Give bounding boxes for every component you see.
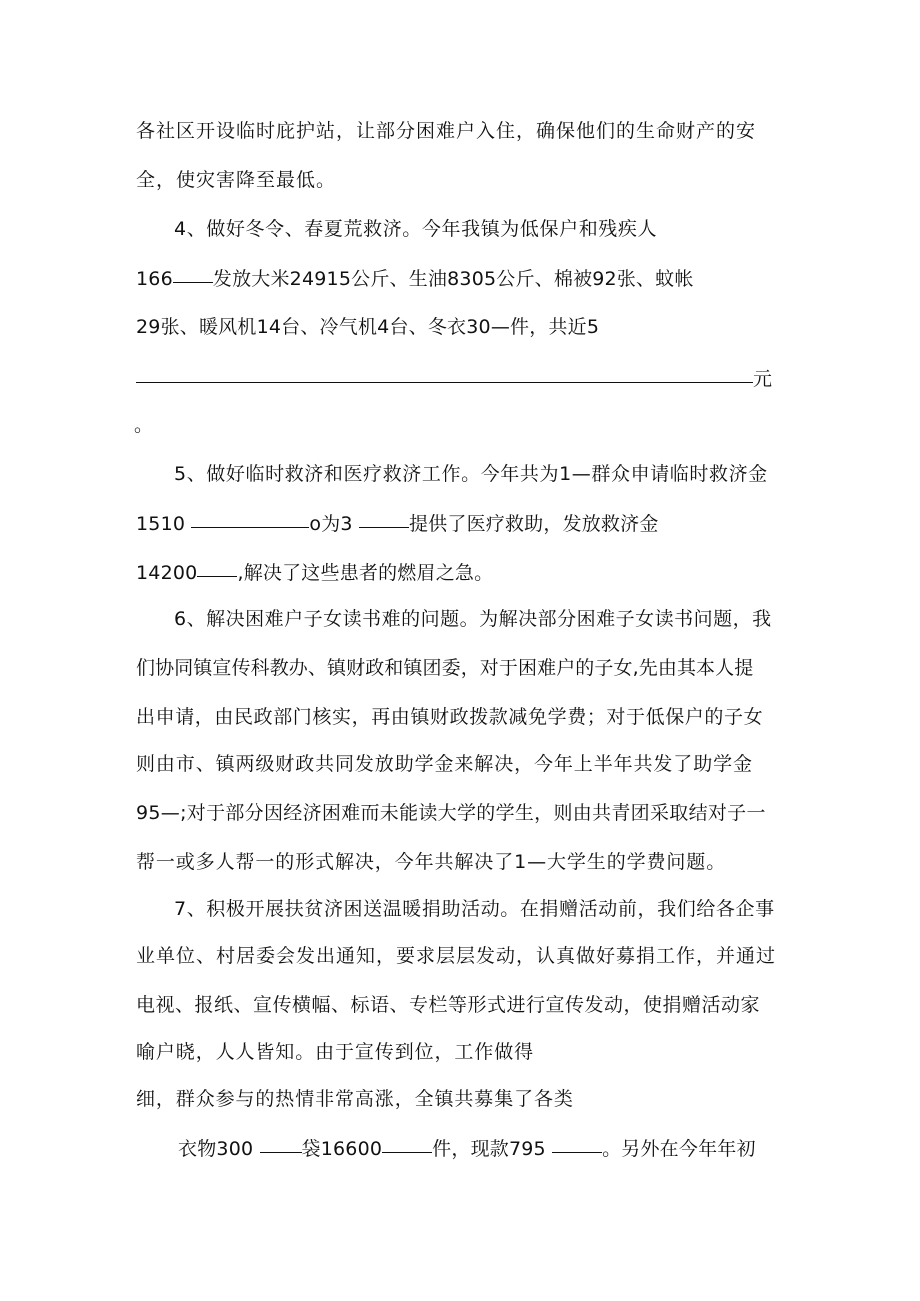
text-segment: 元 [753, 368, 773, 390]
text-segment: o为3 [309, 513, 359, 535]
text-line [136, 1083, 574, 1115]
text-segment: 件，现款795 [432, 1138, 553, 1160]
text-segment: 6、解决困难户子女读书难的问题。为解决部分困难子女读书问题，我 [174, 608, 772, 630]
text-segment: 电视、报纸、宣传横幅、标语、专栏等形式进行宣传发动，使捐赠活动家 [136, 994, 761, 1016]
text-line [136, 362, 773, 394]
text-segment: 14200 [136, 562, 198, 584]
text-line [136, 262, 694, 294]
text-line [136, 556, 493, 588]
text-line [174, 603, 772, 635]
text-segment: 全，使灾害降至最低。 [136, 169, 337, 191]
text-segment: 1510 [136, 513, 192, 535]
text-segment: 166 [136, 268, 173, 290]
text-line [136, 1036, 534, 1068]
text-line [174, 458, 768, 490]
text-line [136, 652, 753, 684]
blank-underline [552, 1132, 602, 1153]
text-segment: 29张、暖风机14台、冷气机4台、冬衣30—件，共近5 [136, 316, 600, 338]
text-segment: 。另外在今年年初 [602, 1138, 756, 1160]
blank-underline [260, 1132, 302, 1153]
text-segment: 业单位、村居委会发出通知，要求层层发动，认真做好募捐工作，并通过 [136, 945, 777, 967]
text-segment: 7、积极开展扶贫济困送温暖捐助活动。在捐赠活动前，我们给各企事 [174, 898, 775, 920]
blank-underline [382, 1132, 432, 1153]
text-segment: 各社区开设临时庇护站，让部分困难户入住，确保他们的生命财产的安 [136, 120, 757, 142]
blank-underline [197, 556, 237, 577]
text-segment: 4、做好冬令、春夏荒救济。今年我镇为低保户和残疾人 [174, 218, 658, 240]
text-segment: 则由市、镇两级财政共同发放助学金来解决，今年上半年共发了助学金 [136, 753, 753, 775]
text-segment: 提供了医疗救助，发放救济金 [408, 513, 659, 535]
text-segment: 袋16600 [301, 1138, 383, 1160]
text-segment: 细，群众参与的热情非常高涨，全镇共募集了各类 [136, 1088, 574, 1110]
text-segment: 喻户晓，人人皆知。由于宣传到位，工作做得 [136, 1041, 535, 1063]
text-line [136, 164, 336, 196]
blank-underline [191, 507, 309, 528]
text-segment: 发放大米24915公斤、生油8305公斤、棉被92张、蚊帐 [212, 268, 694, 290]
text-segment: 。 [134, 414, 154, 436]
text-line [136, 940, 776, 972]
text-line [174, 893, 775, 925]
text-segment: 95—;对于部分因经济困难而未能读大学的学生，则由共青团采取结对子一 [136, 802, 766, 824]
text-line [136, 311, 599, 343]
text-segment: 们协同镇宣传科教办、镇财政和镇团委，对于困难户的子女,先由其本人提 [136, 657, 754, 679]
text-line [134, 409, 154, 441]
text-segment: 出申请，由民政部门核实，再由镇财政拨款减免学费；对于低保户的子女 [136, 706, 764, 728]
text-line [136, 797, 766, 829]
text-line [136, 846, 726, 878]
text-line [136, 115, 756, 147]
text-segment: ,解决了这些患者的燃眉之急。 [237, 562, 494, 584]
text-line [178, 1132, 756, 1164]
text-line [136, 748, 753, 780]
text-segment: 帮一或多人帮一的形式解决，今年共解决了1—大学生的学费问题。 [136, 851, 727, 873]
text-line [174, 213, 657, 245]
blank-underline [173, 262, 213, 283]
blank-underline [359, 507, 409, 528]
text-segment: 衣物300 [178, 1138, 260, 1160]
text-line [136, 701, 763, 733]
blank-underline [136, 362, 753, 383]
text-segment: 5、做好临时救济和医疗救济工作。今年共为1—群众申请临时救济金 [174, 463, 768, 485]
text-line [136, 989, 760, 1021]
text-line [136, 507, 659, 539]
